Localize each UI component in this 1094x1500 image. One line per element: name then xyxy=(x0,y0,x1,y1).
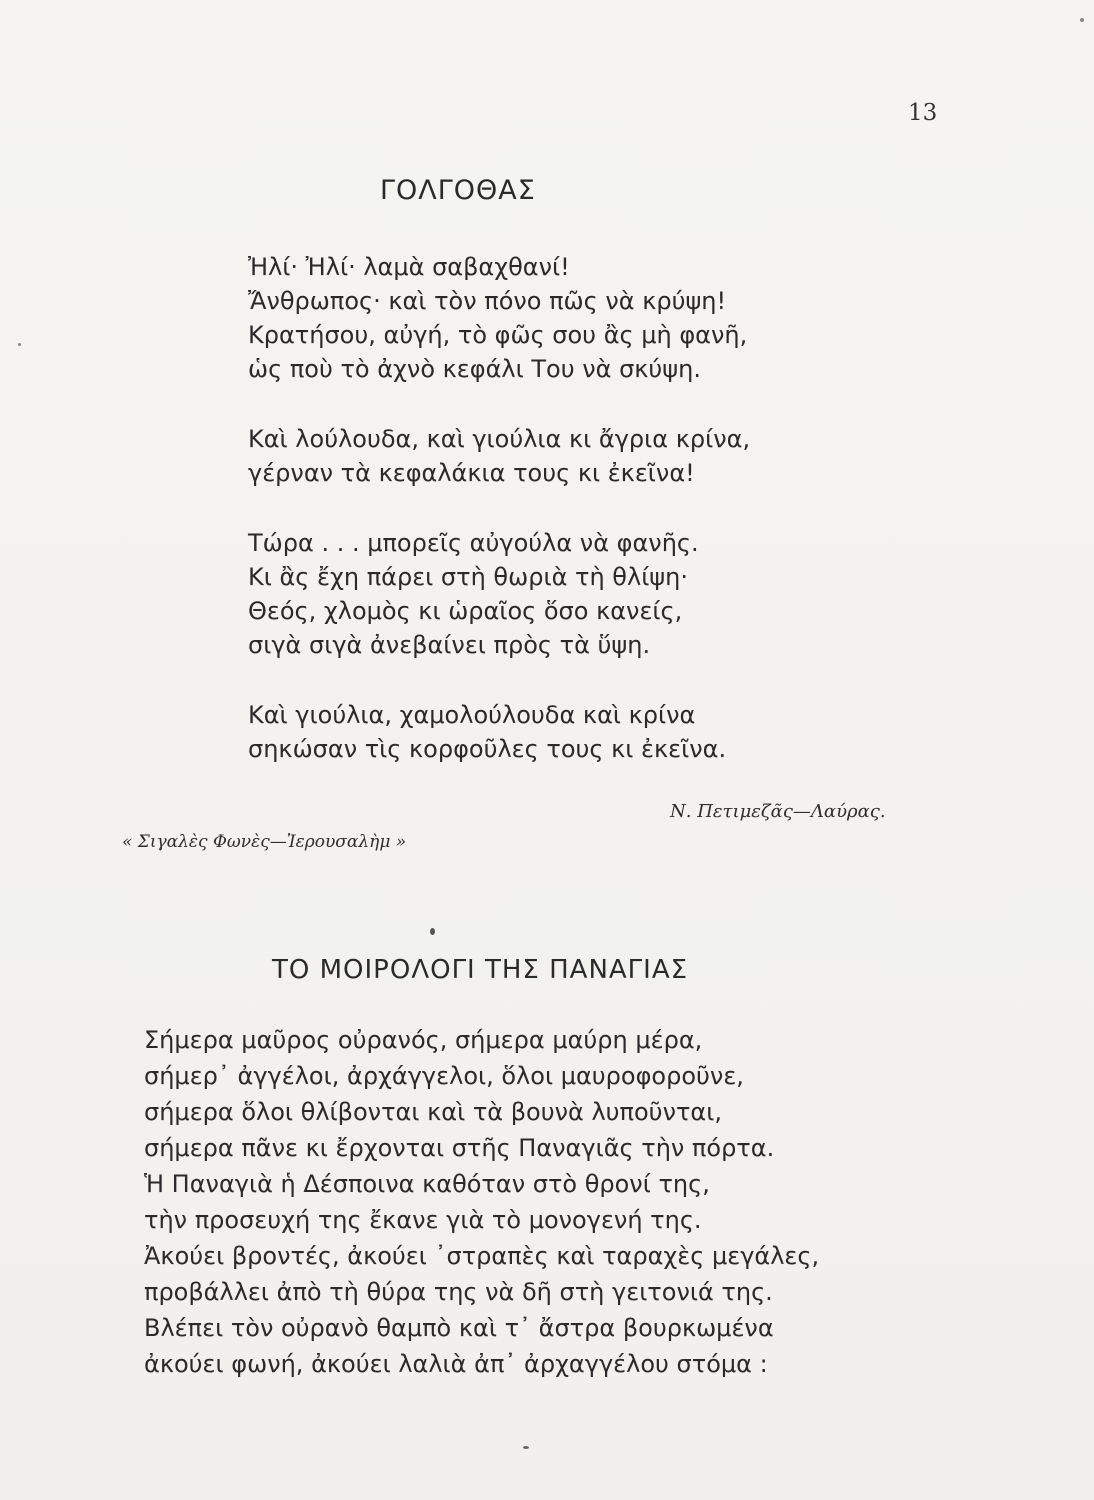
verse-line: Τώρα . . . μπορεῖς αὐγούλα νὰ φανῆς. xyxy=(248,529,699,557)
verse-line: Καὶ λούλουδα, καὶ γιούλια κι ἄγρια κρίνα, xyxy=(248,425,751,453)
verse-line: Ἄνθρωπος· καὶ τὸν πόνο πῶς νὰ κρύψη! xyxy=(248,287,727,315)
verse-line: Σήμερα μαῦρος οὐρανός, σήμερα μαύρη μέρα, xyxy=(144,1026,703,1054)
verse-line: σηκώσαν τὶς κορφοῦλες τους κι ἐκεῖνα. xyxy=(248,735,727,763)
poem1-stanza-3 xyxy=(248,526,699,662)
poem1-author: Ν. Πετιμεζᾶς—Λαύρας. xyxy=(670,801,886,822)
verse-line: προβάλλει ἀπὸ τὴ θύρα της νὰ δῆ στὴ γειτονιά της. xyxy=(144,1278,773,1306)
poem1-stanza-1 xyxy=(248,250,747,386)
verse-line: Ἡ Παναγιὰ ἡ Δέσποινα καθόταν στὸ θρονί της, xyxy=(144,1170,710,1198)
verse-line: Ἀκούει βροντές, ἀκούει ᾽στραπὲς καὶ ταραχὲς μεγάλες, xyxy=(144,1242,820,1270)
poem2-body xyxy=(144,1022,819,1382)
verse-line: σήμερα ὅλοι θλίβονται καὶ τὰ βουνὰ λυποῦνται, xyxy=(144,1098,722,1126)
print-speck xyxy=(18,343,21,346)
verse-line: γέρναν τὰ κεφαλάκια τους κι ἐκεῖνα! xyxy=(248,459,695,487)
verse-line: σήμερ᾽ ἀγγέλοι, ἀρχάγγελοι, ὅλοι μαυροφοροῦνε, xyxy=(144,1062,744,1090)
verse-line: ὡς ποὺ τὸ ἀχνὸ κεφάλι Του νὰ σκύψη. xyxy=(248,355,701,383)
verse-line: σιγὰ σιγὰ ἀνεβαίνει πρὸς τὰ ὕψη. xyxy=(248,631,651,659)
print-speck xyxy=(523,1446,529,1449)
print-speck xyxy=(430,928,435,935)
verse-line: Βλέπει τὸν οὐρανὸ θαμπὸ καὶ τ᾽ ἄστρα βουρκωμένα xyxy=(144,1314,774,1342)
poem-title-golgotha: ΓΟΛΓΟΘΑΣ xyxy=(380,175,536,206)
poem-title-moirologi: ΤΟ ΜΟΙΡΟΛΟΓΙ ΤΗΣ ΠΑΝΑΓΙΑΣ xyxy=(272,955,689,985)
verse-line: Ἠλί· Ἠλί· λαμὰ σαβαχθανί! xyxy=(248,253,570,281)
poem1-stanza-4 xyxy=(248,698,726,766)
verse-line: τὴν προσευχή της ἔκανε γιὰ τὸ μονογενή της. xyxy=(144,1206,702,1234)
verse-line: Κρατήσου, αὐγή, τὸ φῶς σου ἂς μὴ φανῆ, xyxy=(248,321,748,349)
verse-line: σήμερα πᾶνε κι ἔρχονται στῆς Παναγιᾶς τὴν πόρτα. xyxy=(144,1134,775,1162)
verse-line: Καὶ γιούλια, χαμολούλουδα καὶ κρίνα xyxy=(248,701,696,729)
poem1-stanza-2 xyxy=(248,422,750,490)
verse-line: ἀκούει φωνή, ἀκούει λαλιὰ ἀπ᾽ ἀρχαγγέλου στόμα : xyxy=(144,1350,768,1378)
page-number: 13 xyxy=(908,100,938,126)
print-speck xyxy=(1080,18,1084,22)
verse-line: Κι ἂς ἔχη πάρει στὴ θωριὰ τὴ θλίψη· xyxy=(248,563,688,591)
poem1-source: « Σιγαλὲς Φωνὲς—Ἰερουσαλὴμ » xyxy=(122,832,407,852)
verse-line: Θεός, χλομὸς κι ὡραῖος ὅσο κανείς, xyxy=(248,597,683,625)
